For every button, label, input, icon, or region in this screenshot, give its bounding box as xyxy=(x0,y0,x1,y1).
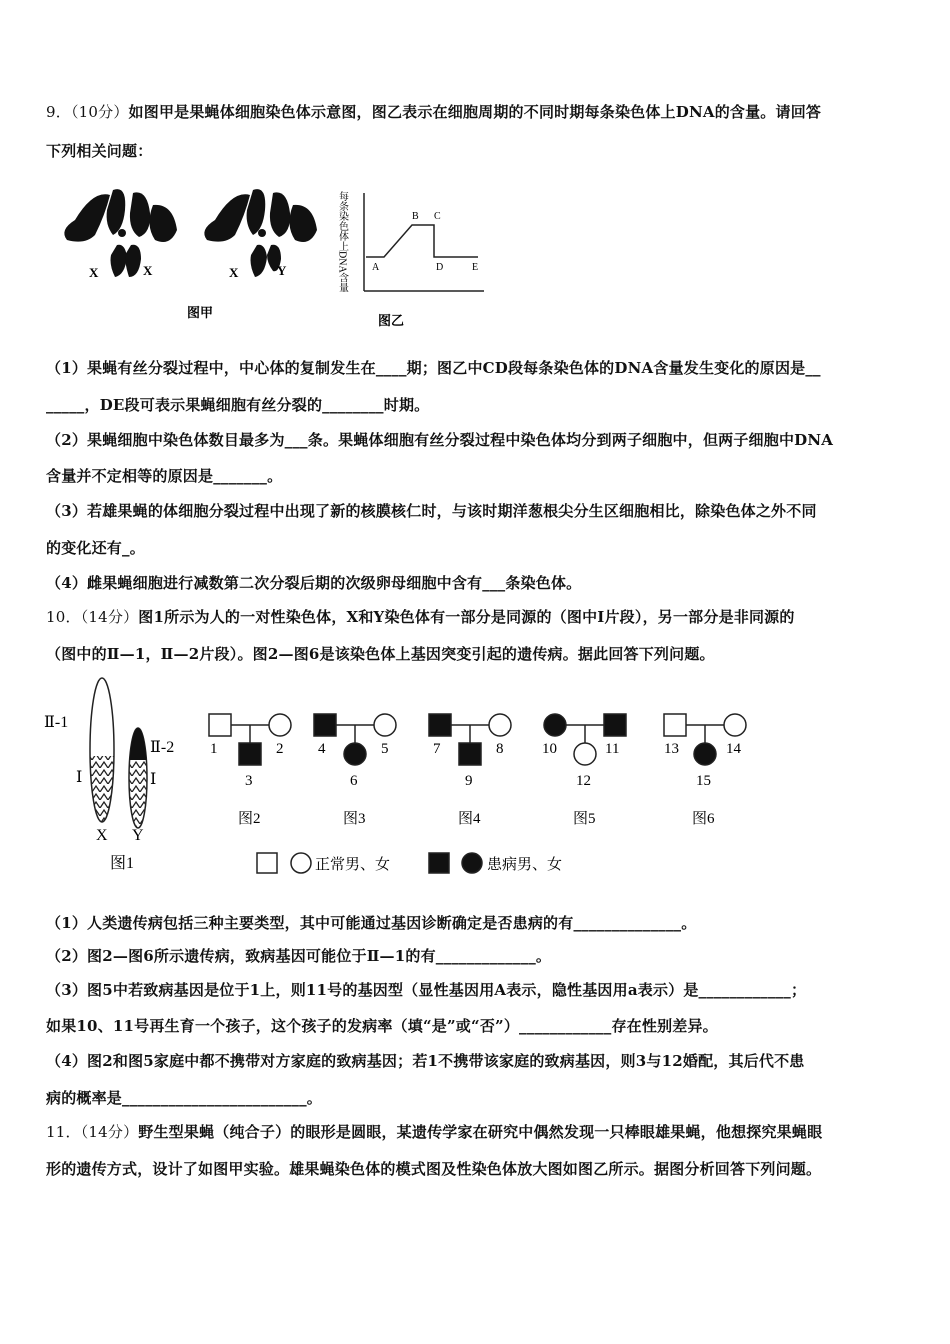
centromere xyxy=(118,229,126,237)
graph-curve xyxy=(366,225,478,257)
legend-normal-label: 正常男、女 xyxy=(315,857,391,873)
q11-stem-text: 野生型果蝇（纯合子）的眼形是圆眼，某遗传学家在研究中偶然发现一只棒眼雄果蝇，他想探究果蝇眼 xyxy=(138,1123,823,1141)
q10-part3-line1: （3）图5中若致病基因是位于1上，则11号的基因型（显性基因用A表示，隐性基因用a表示）是____________； xyxy=(46,981,807,999)
figure-caption: 图乙 xyxy=(378,313,405,328)
q11-number: 11． xyxy=(46,1123,81,1141)
pedigree-fig3 xyxy=(314,714,396,765)
centromere xyxy=(258,229,266,237)
graph-point-label: A xyxy=(372,262,380,273)
figure-caption: 图5 xyxy=(573,811,596,827)
chromosome xyxy=(125,245,141,277)
figure-caption: 图4 xyxy=(458,811,481,827)
q9-figure-yi xyxy=(338,185,498,335)
individual-number: 11 xyxy=(605,741,620,757)
chromosome-label: Y xyxy=(132,827,144,844)
figure-caption: 图3 xyxy=(343,811,366,827)
affected-male xyxy=(239,743,261,765)
q9-stem-line1 xyxy=(46,101,821,122)
q9-part1-line1: （1）果蝇有丝分裂过程中，中心体的复制发生在____期；图乙中CD段每条染色体的DNA含量发生变化的原因是__ xyxy=(46,359,821,377)
q10-pedigrees xyxy=(200,705,780,885)
chromosome xyxy=(204,194,250,241)
segment-label: Ⅰ xyxy=(150,771,157,788)
affected-male xyxy=(314,714,336,736)
q11-stem-line2: 形的遗传方式，设计了如图甲实验。雄果蝇染色体的模式图及性染色体放大图如图乙所示。据图分析回答下列问题。 xyxy=(46,1160,822,1178)
affected-male xyxy=(459,743,481,765)
affected-female xyxy=(344,743,366,765)
individual-number: 15 xyxy=(696,773,711,789)
affected-male xyxy=(604,714,626,736)
homologous-segment xyxy=(128,760,148,830)
q10-part1: （1）人类遗传病包括三种主要类型，其中可能通过基因诊断确定是否患病的有______________。 xyxy=(46,914,697,932)
affected-male xyxy=(429,714,451,736)
q10-part3-line2: 如果10、11号再生育一个孩子，这个孩子的发病率（填“是”或“否”）____________存在性别差异。 xyxy=(46,1017,718,1035)
pedigree-fig2 xyxy=(209,714,291,765)
normal-female xyxy=(489,714,511,736)
individual-number: 6 xyxy=(350,773,358,789)
pedigree-fig4 xyxy=(429,714,511,765)
legend-affected-label: 患病男、女 xyxy=(487,857,563,873)
figure-caption: 图2 xyxy=(238,811,261,827)
q10-stem-text: 图1所示为人的一对性染色体，X和Y染色体有一部分是同源的（图中Ⅰ片段），另一部分是非同源的 xyxy=(138,608,795,626)
q9-figure-jia xyxy=(55,185,335,330)
individual-number: 1 xyxy=(210,741,218,757)
legend-affected-male xyxy=(429,853,449,873)
homologous-segment xyxy=(88,756,116,826)
q10-number: 10． xyxy=(46,608,81,626)
affected-female xyxy=(544,714,566,736)
individual-number: 12 xyxy=(576,773,591,789)
q9-part2-line2: 含量并不定相等的原因是_______。 xyxy=(46,467,283,485)
q10-part4-line1: （4）图2和图5家庭中都不携带对方家庭的致病基因；若1不携带该家庭的致病基因，则3与12婚配，其后代不患 xyxy=(46,1052,805,1070)
individual-number: 8 xyxy=(496,741,504,757)
legend-affected-female xyxy=(462,853,482,873)
q9-stem-text: 如图甲是果蝇体细胞染色体示意图，图乙表示在细胞周期的不同时期每条染色体上DNA的含量。请回答 xyxy=(128,103,822,121)
q10-stem-line2: （图中的Ⅱ—1，Ⅱ—2片段）。图2—图6是该染色体上基因突变引起的遗传病。据此回答下列问题。 xyxy=(46,645,715,663)
chromosome xyxy=(130,192,150,237)
figure-caption: 图1 xyxy=(110,855,135,872)
normal-female xyxy=(574,743,596,765)
normal-female xyxy=(724,714,746,736)
normal-male xyxy=(664,714,686,736)
q9-part3-line1: （3）若雄果蝇的体细胞分裂过程中出现了新的核膜核仁时，与该时期洋葱根尖分生区细胞相比，除染色体之外不同 xyxy=(46,502,817,520)
normal-female xyxy=(374,714,396,736)
normal-female xyxy=(269,714,291,736)
normal-male xyxy=(209,714,231,736)
graph-point-label: E xyxy=(472,262,479,273)
individual-number: 9 xyxy=(465,773,473,789)
chromosome xyxy=(251,245,268,277)
graph-point-label: D xyxy=(436,262,444,273)
q9-part1-line2: _____，DE段可表示果蝇细胞有丝分裂的________时期。 xyxy=(46,396,430,414)
legend-normal-male xyxy=(257,853,277,873)
q9-part4: （4）雌果蝇细胞进行减数第二次分裂后期的次级卵母细胞中含有___条染色体。 xyxy=(46,574,582,592)
segment-label: Ⅱ-2 xyxy=(150,739,175,756)
q11-stem-line1 xyxy=(46,1121,822,1142)
individual-number: 2 xyxy=(276,741,284,757)
q10-figure-1 xyxy=(44,672,204,882)
graph-point-label: C xyxy=(434,211,441,222)
q10-stem-line1 xyxy=(46,606,795,627)
chromosome xyxy=(111,245,128,277)
figure-caption: 图甲 xyxy=(187,305,214,320)
graph-ylabel: 每条染色体上DNA含量 xyxy=(336,191,348,293)
q10-part2: （2）图2—图6所示遗传病，致病基因可能位于Ⅱ—1的有_____________。 xyxy=(46,947,552,965)
chromosome-label: X xyxy=(89,265,99,280)
q9-part2-line1: （2）果蝇细胞中染色体数目最多为___条。果蝇体细胞有丝分裂过程中染色体均分到两子细胞中，但两子细胞中DNA xyxy=(46,431,834,449)
individual-number: 7 xyxy=(433,741,441,757)
q10-part4-line2: 病的概率是________________________。 xyxy=(46,1089,323,1107)
legend-normal-female xyxy=(291,853,311,873)
chromosome xyxy=(64,194,110,241)
figure-caption: 图6 xyxy=(692,811,715,827)
q9-score: （10分） xyxy=(70,103,129,121)
q9-stem-line2: 下列相关问题： xyxy=(46,142,153,160)
chromosome xyxy=(149,205,177,242)
affected-female xyxy=(694,743,716,765)
individual-number: 13 xyxy=(664,741,679,757)
individual-number: 3 xyxy=(245,773,253,789)
q11-score: （14分） xyxy=(80,1123,139,1141)
chromosome xyxy=(270,192,290,237)
individual-number: 4 xyxy=(318,741,326,757)
chromosome-label: X xyxy=(143,263,153,278)
chromosome-label: X xyxy=(229,265,239,280)
individual-number: 5 xyxy=(381,741,389,757)
individual-number: 10 xyxy=(542,741,557,757)
q10-score: （14分） xyxy=(80,608,139,626)
pedigree-fig5 xyxy=(544,714,626,765)
graph-point-label: B xyxy=(412,211,419,222)
q9-part3-line2: 的变化还有_。 xyxy=(46,539,145,557)
segment-label: Ⅱ-1 xyxy=(44,714,69,731)
chromosome-label: X xyxy=(96,827,108,844)
q9-number: 9． xyxy=(46,103,71,121)
individual-number: 14 xyxy=(726,741,741,757)
chromosome xyxy=(289,205,317,242)
segment-label: Ⅰ xyxy=(76,769,83,786)
chromosome-label: Y xyxy=(277,263,287,278)
pedigree-fig6 xyxy=(664,714,746,765)
